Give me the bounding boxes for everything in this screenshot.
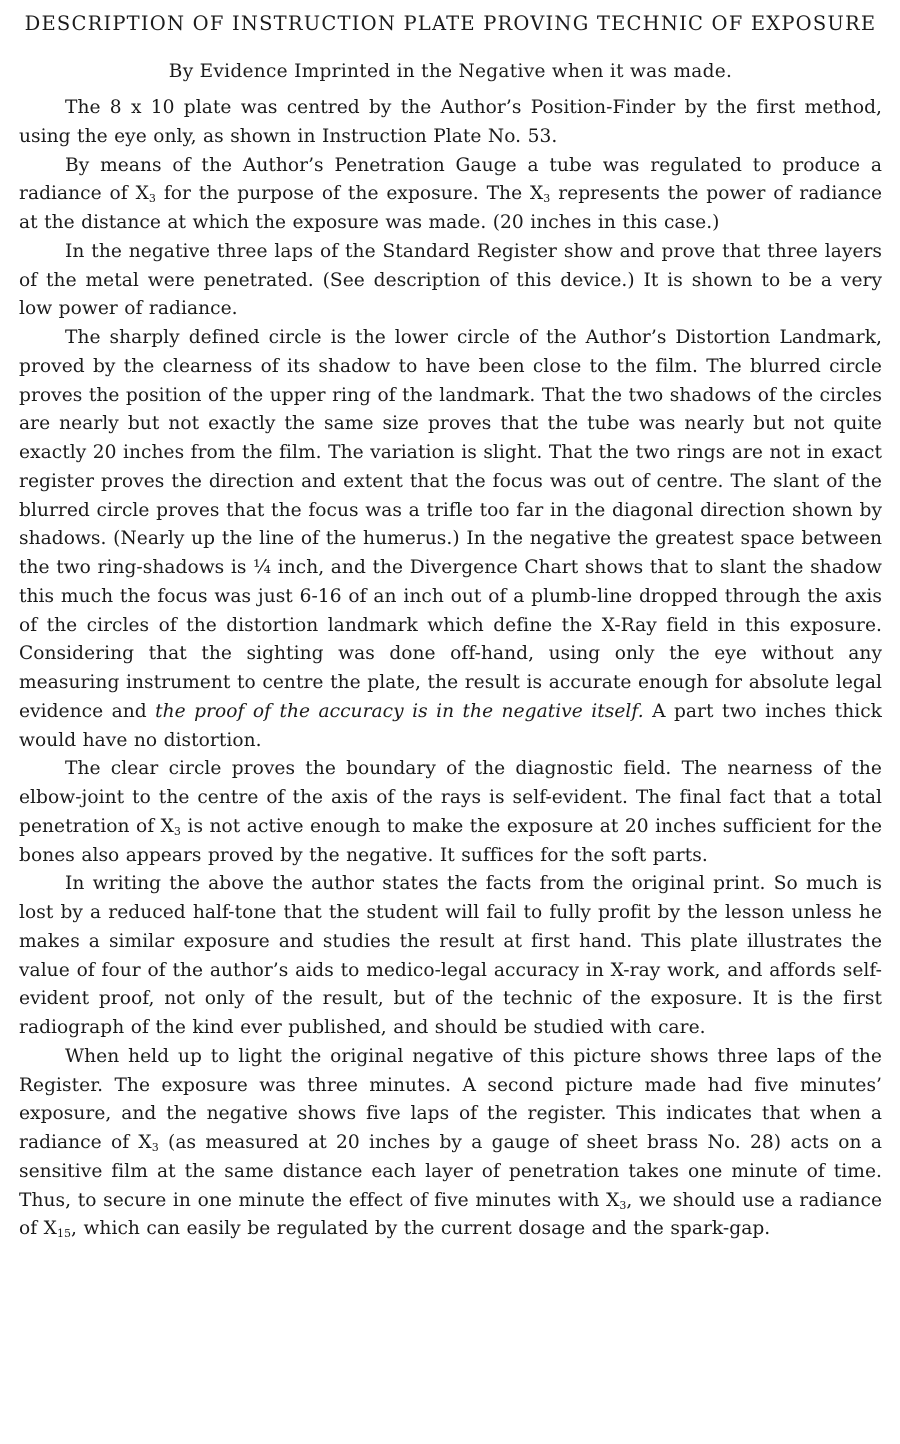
italic-emphasis: the proof of the accuracy is in the negative itself. bbox=[155, 700, 644, 722]
paragraph-distortion-landmark: The sharply defined circle is the lower circle of the Author’s Distortion Landmark, proved by the clearness of its shadow to have been close to the film. The blurred circle proves the position of the upper ring of the landmark. That the two shadows of the circles are nearly but not exactly the same size proves that the tube was nearly but not quite exactly 20 inches from the film. The variation is slight. That the two rings are not in exact register proves the direction and extent that the focus was out of centre. The slant of the blurred circle proves that the focus was a trifle too far in the diagonal direction shown by shadows. (Nearly up the line of the humerus.) In the negative the greatest space between the two ring-shadows is ¼ inch, and the Divergence Chart shows that to slant the shadow this much the focus was just 6-16 of an inch out of a plumb-line dropped through the axis of the circles of the distortion landmark which define the X-Ray field in this exposure. Considering that the sighting was done off-hand, using only the eye without any measuring instrument to centre the plate, the result is accurate enough for absolute legal evidence and the proof of the accuracy is in the negative itself. A part two inches thick would have no distortion. bbox=[19, 327, 882, 751]
paragraph-penetration-gauge: By means of the Author’s Penetration Gauge a tube was regulated to produce a radiance of $X_3$ for the purpose of the exposure. The $X_3$ represents the power of radiance at the distance at which the exposure was made. (20 inches in this case.) bbox=[19, 154, 883, 233]
paragraph-standard-register: In the negative three laps of the Standard Register show and prove that three layers of the metal were penetrated. (See description of this device.) It is shown to be a very low power of radiance. bbox=[19, 240, 882, 320]
paragraph-plate-centring: The 8 x 10 plate was centred by the Author’s Position-Finder by the first method, using the eye only, as shown in Instruction Plate No. 53. bbox=[19, 97, 882, 147]
paragraph-original-print: In writing the above the author states the facts from the original print. So much is lost by a reduced half-tone that the student will fail to fully profit by the lesson unless he makes a similar exposure and studies the result at first hand. This plate illustrates the value of four of the author’s aids to medico-legal accuracy in X-ray work, and affords self-evident proof, not only of the result, but of the technic of the exposure. It is the first radiograph of the kind ever published, and should be studied with care. bbox=[19, 873, 882, 1038]
paragraph-original-negative: When held up to light the original negative of this picture shows three laps of the Register. The exposure was three minutes. A second picture made had five minutes’ exposure, and the negative shows five laps of the register. This indicates that when a radiance of $X_3$ (as measured at 20 inches by a gauge of sheet brass No. 28) acts on a sensitive film at the same distance each layer of penetration takes one minute of time. Thus, to secure in one minute the effect of five minutes with $X_3$, we should use a radiance of $X_{15}$, which can easily be regulated by the current dosage and the spark-gap. bbox=[19, 1045, 882, 1241]
subtitle: By Evidence Imprinted in the Negative when it was made. bbox=[168, 61, 733, 82]
paragraph-diagnostic-field: The clear circle proves the boundary of the diagnostic field. The nearness of the elbow-joint to the centre of the axis of the rays is self-evident. The final fact that a total penetration of $X_3$ is not active enough to make the exposure at 20 inches sufficient for the bones also appears proved by the negative. It suffices for the soft parts. bbox=[19, 758, 882, 866]
page-title: DESCRIPTION OF INSTRUCTION PLATE PROVING TECHNIC OF EXPOSURE bbox=[24, 12, 877, 35]
